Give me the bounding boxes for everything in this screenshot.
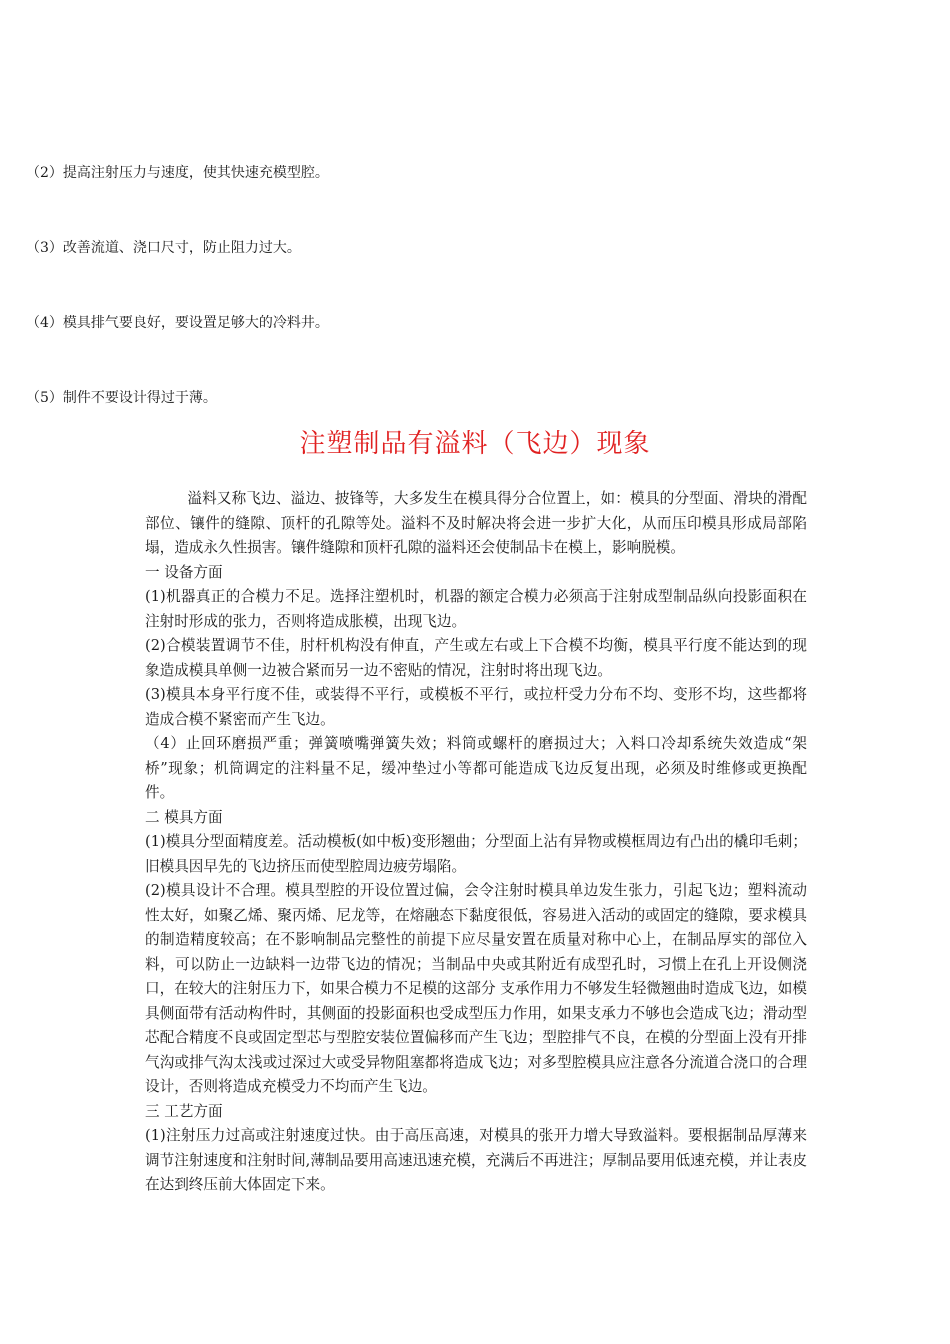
list-item: （2）提高注射压力与速度，使其快速充模型腔。 (26, 165, 329, 181)
section-heading-mold: 二 模具方面 (145, 808, 223, 826)
intro-paragraph: 溢料又称飞边、溢边、披锋等，大多发生在模具得分合位置上，如：模具的分型面、滑块的滑配部位、镶件的缝隙、顶杆的孔隙等处。溢料不及时解决将会进一步扩大化，从而压印模具形成局部陷塌，造成永久性损害。镶件缝隙和顶杆孔隙的溢料还会使制品卡在模上，影响脱模。 (145, 490, 807, 556)
list-item: （3）改善流道、浇口尺寸，防止阻力过大。 (26, 240, 301, 256)
article-body (145, 487, 807, 1198)
paragraph: (1)机器真正的合模力不足。选择注塑机时，机器的额定合模力必须高于注射成型制品纵向投影面积在注射时形成的张力，否则将造成胀模，出现飞边。 (145, 588, 807, 630)
page-title: 注塑制品有溢料（飞边）现象 (299, 429, 651, 459)
paragraph: (2)合模装置调节不佳，肘杆机构没有伸直，产生或左右或上下合模不均衡，模具平行度不能达到的现象造成模具单侧一边被合紧而另一边不密贴的情况，注射时将出现飞边。 (145, 637, 807, 679)
paragraph: (2)模具设计不合理。模具型腔的开设位置过偏，会令注射时模具单边发生张力，引起飞边；塑料流动性太好，如聚乙烯、聚丙烯、尼龙等，在熔融态下黏度很低，容易进入活动的或固定的缝隙，要求模具的制造精度较高；在不影响制品完整性的前提下应尽量安置在质量对称中心上，在制品厚实的部位入料，可以防止一边缺料一边带飞边的情况；当制品中央或其附近有成型孔时，习惯上在孔上开设侧浇口，在较大的注射压力下，如果合模力不足模的这部分 支承作用力不够发生轻微翘曲时造成飞边，如模具侧面带有活动构件时，其侧面的投影面积也受成型压力作用，如果支承力不够也会造成飞边；滑动型芯配合精度不良或固定型芯与型腔安装位置偏移而产生飞边；型腔排气不良，在模的分型面上没有开排气沟或排气沟太浅或过深过大或受异物阻塞都将造成飞边；对多型腔模具应注意各分流道合浇口的合理设计，否则将造成充模受力不均而产生飞边。 (145, 882, 807, 1095)
list-item: （5）制件不要设计得过于薄。 (26, 390, 217, 406)
paragraph: （4）止回环磨损严重；弹簧喷嘴弹簧失效；料筒或螺杆的磨损过大；入料口冷却系统失效造成“架桥”现象；机筒调定的注料量不足，缓冲垫过小等都可能造成飞边反复出现，必须及时维修或更换配件。 (145, 735, 807, 801)
paragraph: (1)注射压力过高或注射速度过快。由于高压高速，对模具的张开力增大导致溢料。要根据制品厚薄来调节注射速度和注射时间,薄制品要用高速迅速充模，充满后不再进注；厚制品要用低速充模，并让表皮在达到终压前大体固定下来。 (145, 1127, 807, 1193)
paragraph: (1)模具分型面精度差。活动模板(如中板)变形翘曲；分型面上沾有异物或模框周边有凸出的橇印毛刺；旧模具因早先的飞边挤压而使型腔周边疲劳塌陷。 (145, 833, 807, 875)
section-heading-process: 三 工艺方面 (145, 1102, 223, 1120)
paragraph: (3)模具本身平行度不佳，或装得不平行，或模板不平行，或拉杆受力分布不均、变形不均，这些都将造成合模不紧密而产生飞边。 (145, 686, 807, 728)
list-item: （4）模具排气要良好，要设置足够大的冷料井。 (26, 315, 329, 331)
section-heading-equipment: 一 设备方面 (145, 563, 223, 581)
